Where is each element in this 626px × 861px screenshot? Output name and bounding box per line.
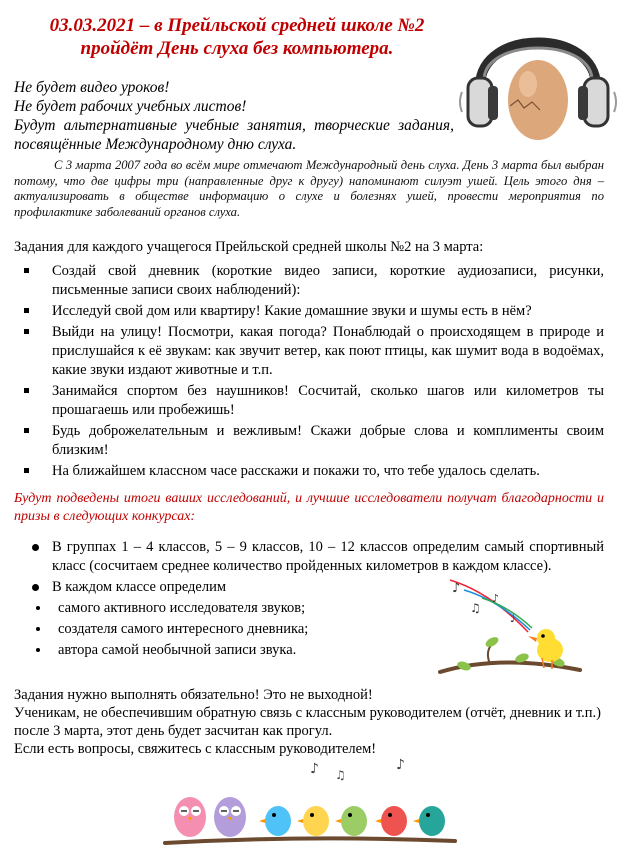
square-bullet-icon — [24, 268, 29, 273]
owl-pink — [174, 797, 206, 837]
square-bullet-icon — [24, 308, 29, 313]
svg-text:♪: ♪ — [492, 592, 500, 605]
square-bullet-icon — [24, 468, 29, 473]
owl-purple — [214, 797, 246, 837]
results-announcement: Будут подведены итоги ваших исследований, и лучшие исследователи получат благодарности и призы в следующих конкурсах: — [14, 491, 604, 524]
round-bullet-icon — [32, 584, 39, 591]
round-bullet-icon — [32, 544, 39, 551]
contest-item: В группах 1 – 4 классов, 5 – 9 классов, 10 – 12 классов определим самый спортивный класс (сосчитаем среднее количество пройденных километров в каждом классе). — [14, 538, 604, 576]
contest-subitem: самого активного исследователя звуков; — [14, 599, 438, 618]
task-item: Исследуй свой дом или квартиру! Какие домашние звуки и шумы есть в нём? — [14, 302, 604, 321]
contest-subitem: создателя самого интересного дневника; — [14, 620, 438, 639]
task-item: Будь доброжелательным и вежливым! Скажи добрые слова и комплименты своим близким! — [14, 422, 604, 460]
hearing-day-note — [14, 158, 604, 220]
colorful-birds-illustration — [160, 755, 460, 855]
intro-line: Не будет рабочих учебных листов! — [14, 98, 247, 115]
closing-line: Если есть вопросы, свяжитесь с классным руководителем! — [14, 741, 377, 757]
svg-text:♫: ♫ — [335, 768, 346, 782]
bird-green — [335, 806, 367, 836]
contest-item: В каждом классе определим — [14, 578, 604, 597]
small-bullet-icon — [36, 627, 40, 631]
svg-text:♪: ♪ — [452, 581, 461, 596]
task-item: На ближайшем классном часе расскажи и покажи то, что тебе удалось сделать. — [14, 462, 604, 481]
contest-subitem: автора самой необычной записи звука. — [14, 641, 438, 660]
svg-text:♪: ♪ — [396, 757, 405, 773]
task-item: Создай свой дневник (короткие видео записи, короткие аудиозаписи, рисунки, письменные записи своих наблюдений): — [14, 262, 604, 300]
note-text: С 3 марта 2007 года во всём мире отмечают Международный день слуха. День 3 марта был выбран потому, что две цифры три (направленные друг к другу) напоминают силуэт ушей. Цель этого дня – актуализировать в обществе информацию о слухе и болезнях ушей, провести мероприятия по профилактике заболеваний органов слуха. — [14, 158, 604, 219]
intro-line: Не будет видео уроков! — [14, 79, 170, 96]
task-item: Выйди на улицу! Посмотри, какая погода? Понаблюдай о происходящем в природе и прислушайся к её звукам: как звучит ветер, как поют птицы, как шумит вода в водоёмах, какие звуки издают животные и т.п. — [14, 323, 604, 380]
bird-blue — [259, 806, 291, 836]
page-title: 03.03.2021 – в Прейльской средней школе №2 пройдёт День слуха без компьютера. — [49, 15, 425, 59]
svg-text:♪: ♪ — [310, 761, 319, 777]
tasks-list — [14, 262, 604, 483]
bird-yellow — [297, 806, 329, 836]
intro-block — [14, 78, 454, 154]
bird-teal — [413, 806, 445, 836]
task-item: Занимайся спортом без наушников! Сосчитай, сколько шагов или километров ты прошагаешь или пробежишь! — [14, 382, 604, 420]
intro-line: Будут альтернативные учебные занятия, творческие задания, посвящённые Международному дню слуха. — [14, 117, 454, 153]
square-bullet-icon — [24, 388, 29, 393]
svg-text:♫: ♫ — [470, 601, 481, 615]
closing-line: Задания нужно выполнять обязательно! Это не выходной! — [14, 687, 373, 703]
tasks-heading: Задания для каждого учащегося Прейльской средней школы №2 на 3 марта: — [14, 239, 484, 255]
closing-line: Ученикам, не обеспечившим обратную связь с классным руководителем (отчёт, дневник и т.п.) после 3 марта, этот день будет засчитан как прогул. — [14, 705, 601, 739]
headphones-egg-illustration — [458, 8, 618, 158]
square-bullet-icon — [24, 329, 29, 334]
small-bullet-icon — [36, 648, 40, 652]
small-bullet-icon — [36, 606, 40, 610]
closing-block — [14, 686, 604, 758]
singing-bird-illustration — [430, 572, 610, 687]
bird-red — [375, 806, 407, 836]
svg-text:♩: ♩ — [510, 612, 516, 625]
square-bullet-icon — [24, 428, 29, 433]
